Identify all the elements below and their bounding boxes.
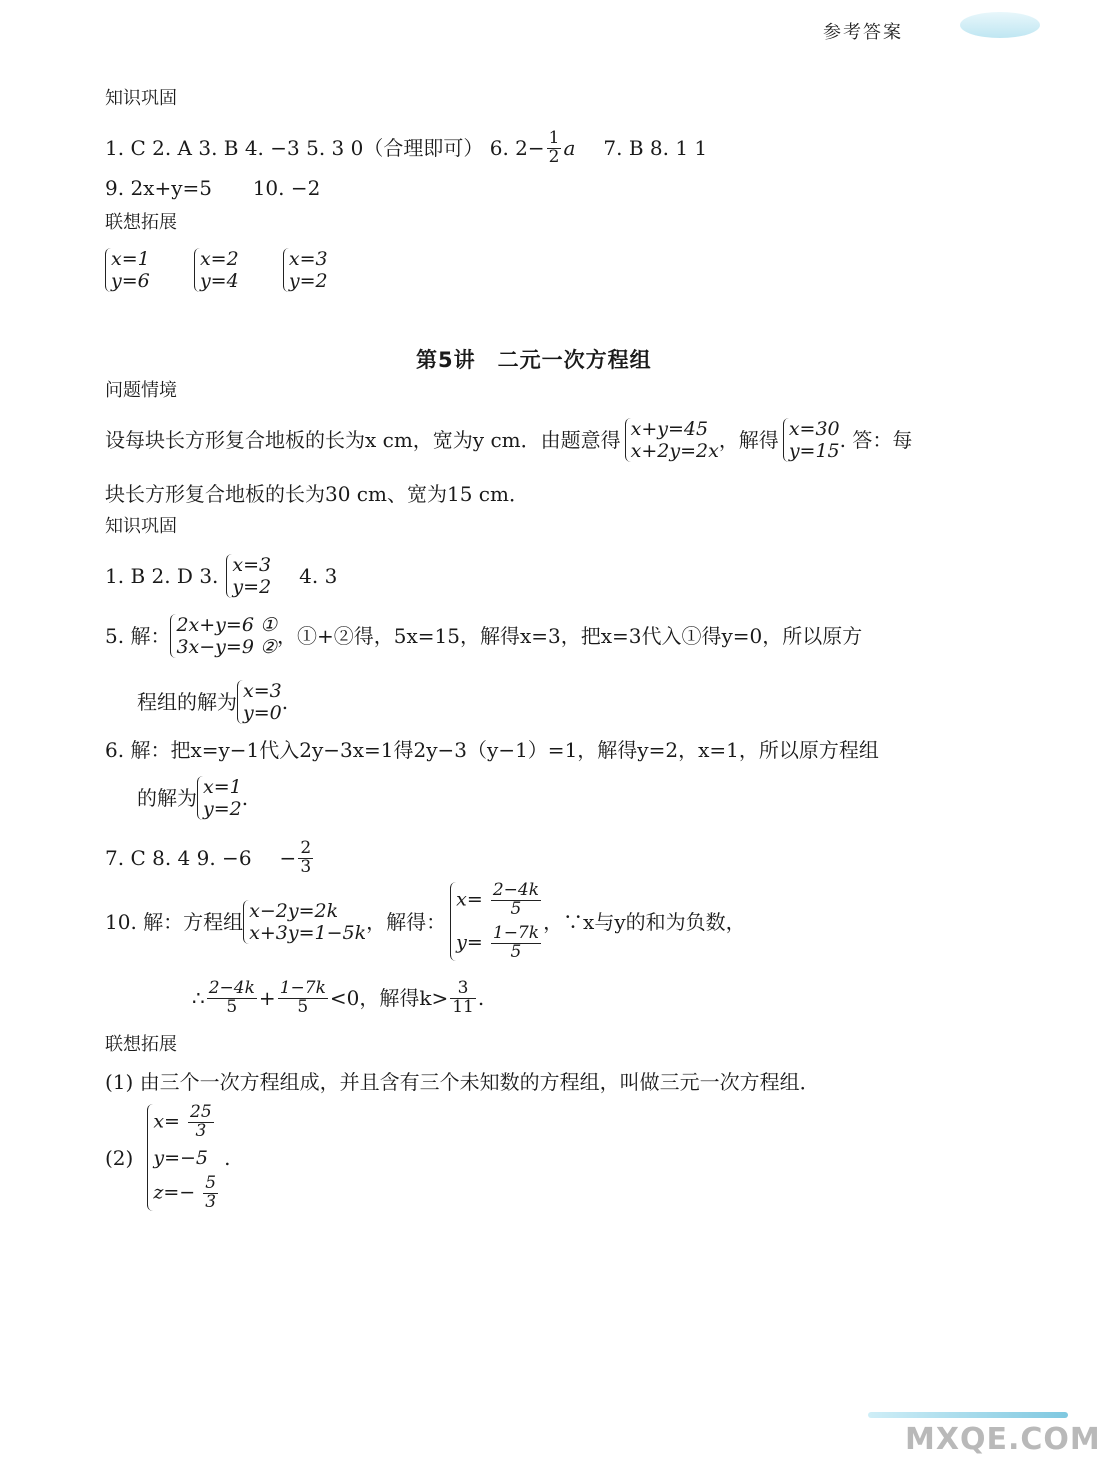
solution-y: y=−5 <box>153 1146 209 1169</box>
fraction-numerator: 25 <box>190 1102 212 1122</box>
problem-text-c: . 答：每 <box>839 428 913 452</box>
fraction-denominator: 5 <box>510 941 522 962</box>
fraction-numerator: 2−4k <box>492 880 540 900</box>
fraction-numerator: 1−7k <box>279 978 326 998</box>
solution-z-fraction <box>203 1172 218 1212</box>
fraction-1 <box>207 980 257 1017</box>
problem-solution: x=30 y=15 <box>783 418 840 462</box>
solution-x-fraction <box>188 1104 214 1141</box>
heading-problem: 问题情境 <box>105 380 177 401</box>
answer-10-text: ，解得： <box>366 909 447 934</box>
solution-z <box>153 1172 220 1212</box>
answers-7-to-8: 7. B 8. 1 1 <box>603 136 708 161</box>
solution-y-fraction <box>491 922 541 962</box>
fraction-denominator: 5 <box>510 898 522 919</box>
answer-9: 9. 2x+y=5 <box>105 176 212 200</box>
answers-line-1 <box>105 130 707 167</box>
answer-10-line-2 <box>192 980 484 1017</box>
header-tab-decoration <box>960 12 1040 38</box>
extend-2-period: . <box>224 1145 231 1170</box>
answer-5-line-2 <box>137 680 288 724</box>
extend-1: (1) 由三个一次方程组成，并且含有三个未知数的方程组，叫做三元一次方程组． <box>105 1070 820 1094</box>
solution-x-lhs: x= <box>456 888 483 911</box>
extend-2-label: (2) <box>105 1145 134 1170</box>
answer-6-solution: x=1 y=2 <box>197 776 242 820</box>
fraction-denominator: 3 <box>205 1191 217 1212</box>
watermark-text: MXQE.COM <box>905 1422 1101 1457</box>
extend-2 <box>105 1104 230 1211</box>
fraction-numerator: 5 <box>205 1172 217 1193</box>
inequality-text: <0，解得k> <box>329 986 449 1011</box>
problem-text-a: 设每块长方形复合地板的长为x cm，宽为y cm．由题意得 <box>105 428 621 452</box>
fraction-denominator: 2 <box>548 146 560 167</box>
lecture-title: 第5讲 二元一次方程组 <box>416 348 652 372</box>
solution-system-2: x=2 y=4 <box>194 248 239 292</box>
heading-extend-2: 联想拓展 <box>105 1034 177 1055</box>
problem-system: x+y=45 x+2y=2x <box>625 418 719 462</box>
solution-x-fraction <box>491 882 541 919</box>
fraction-denominator: 3 <box>195 1120 207 1141</box>
solution-y <box>456 922 543 962</box>
answer-6-text: 的解为 <box>137 786 197 810</box>
fraction-numerator: 3 <box>450 980 476 999</box>
answer-10-label: 10. 解：方程组 <box>105 909 244 934</box>
solution-system-3: x=3 y=2 <box>283 248 328 292</box>
fraction-2 <box>278 980 328 1017</box>
fraction-numerator: 2 <box>300 838 312 858</box>
header-label: 参考答案 <box>823 22 903 43</box>
heading-extend-1: 联想拓展 <box>105 212 177 233</box>
fraction-numerator: 1−7k <box>492 922 540 943</box>
fraction-denominator: 11 <box>452 996 474 1017</box>
answer-5-label: 5. 解： <box>105 624 171 648</box>
answer-5-period: . <box>281 690 289 714</box>
minus-sign: − <box>279 846 297 871</box>
variable-a: a <box>563 136 576 161</box>
solution-systems <box>105 248 328 292</box>
answer-5-line-1 <box>105 614 862 658</box>
answer-5-system: 2x+y=6 ① 3x−y=9 ② <box>170 614 277 658</box>
answer-5-text: ，①+②得，5x=15，解得x=3，把x=3代入①得y=0，所以原方 <box>277 624 863 648</box>
answer-10-period: . <box>477 986 485 1011</box>
solution-x <box>153 1104 220 1141</box>
header-tab <box>875 8 1080 42</box>
answer-5-text-2: 程组的解为 <box>137 690 237 714</box>
solution-system-1: x=1 y=6 <box>105 248 150 292</box>
answer-6-line-2 <box>137 776 248 820</box>
answer-3-system: x=3 y=2 <box>226 554 271 598</box>
plus-sign: + <box>258 986 276 1011</box>
solution-x <box>456 882 543 919</box>
answers-7-to-9-text: 7. C 8. 4 9. −6 <box>105 846 252 871</box>
extend-2-solution <box>147 1104 220 1211</box>
answer-5-solution: x=3 y=0 <box>237 680 282 724</box>
fraction-denominator: 5 <box>226 996 238 1017</box>
solution-z-lhs: z=− <box>153 1181 196 1204</box>
watermark-swoosh <box>868 1412 1068 1418</box>
answer-4: 4. 3 <box>299 564 338 588</box>
fraction-3-11 <box>450 980 476 1017</box>
answer-10-system: x−2y=2k x+3y=1−5k <box>243 900 366 944</box>
solution-x-lhs: x= <box>153 1110 180 1133</box>
answer-6-period: . <box>241 786 249 810</box>
heading-knowledge-1: 知识巩固 <box>105 88 177 109</box>
answers-1-to-4 <box>105 554 337 598</box>
fraction-numerator: 1 <box>548 128 560 148</box>
answer-10: 10. −2 <box>252 176 321 200</box>
therefore-sign: ∴ <box>192 986 205 1011</box>
fraction-denominator: 5 <box>297 996 309 1017</box>
fraction-half <box>547 130 562 167</box>
answer-10-line-1 <box>105 882 746 961</box>
answers-line-2 <box>105 178 320 198</box>
answer-10-condition: ，∵x与y的和为负数， <box>543 909 746 934</box>
fraction-denominator: 3 <box>300 856 312 877</box>
solution-y-lhs: y= <box>456 931 483 954</box>
answers-1-to-3: 1. B 2. D 3. <box>105 564 219 588</box>
fraction-two-thirds <box>298 840 313 877</box>
problem-line-1 <box>105 418 912 462</box>
fraction-numerator: 2−4k <box>208 978 255 998</box>
heading-knowledge-2: 知识巩固 <box>105 516 177 537</box>
answers-1-to-6: 1. C 2. A 3. B 4. −3 5. 3 0（合理即可） 6. 2− <box>105 136 545 161</box>
problem-text-b: ，解得 <box>718 428 779 452</box>
answer-6-line-1: 6. 解：把x=y−1代入2y−3x=1得2y−3（y−1）=1，解得y=2，x=1，所以原方程组 <box>105 738 879 762</box>
answer-10-solution <box>450 882 543 961</box>
answers-7-to-9 <box>105 840 315 877</box>
problem-line-2: 块长方形复合地板的长为30 cm、宽为15 cm． <box>105 482 529 506</box>
